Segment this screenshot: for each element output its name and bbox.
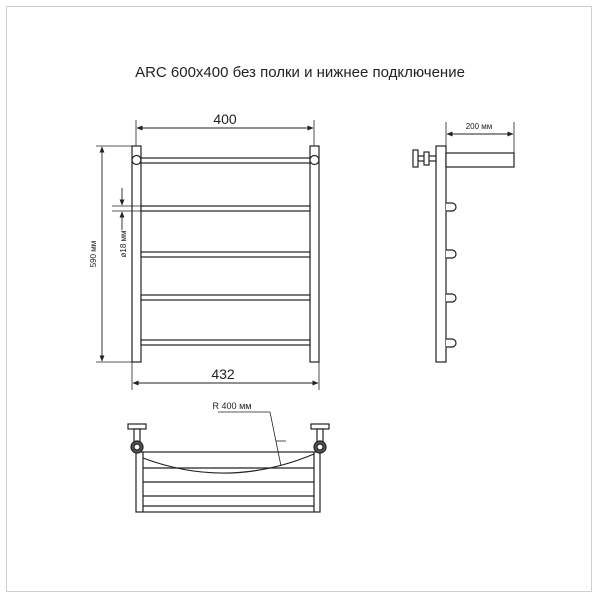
dim-400-label: 400 <box>213 111 237 127</box>
dim-432-label: 432 <box>211 366 235 382</box>
crossbar-2 <box>141 206 310 211</box>
bottom-right-mount-plate <box>311 424 329 429</box>
right-rail <box>310 146 319 362</box>
side-mount-nut <box>424 152 429 165</box>
bottom-left-mount-plate <box>128 424 146 429</box>
side-bar-end-1 <box>446 203 456 211</box>
side-view <box>413 146 514 362</box>
dim-200-label: 200 мм <box>465 122 493 131</box>
side-rail <box>436 146 446 362</box>
dim-590-label: 590 мм <box>89 240 98 268</box>
side-bar-end-3 <box>446 294 456 302</box>
radius-label: R 400 мм <box>212 401 252 411</box>
front-view <box>132 146 319 362</box>
dim-tube-label: ø18 мм <box>119 230 128 258</box>
crossbar-3 <box>141 252 310 257</box>
side-shelf <box>446 153 514 167</box>
crossbar-4 <box>141 295 310 300</box>
right-top-cap <box>310 156 319 165</box>
side-bar-end-4 <box>446 339 456 347</box>
bottom-view <box>128 424 329 512</box>
page-title: ARC 600x400 без полки и нижнее подключение <box>135 64 465 81</box>
side-mount-plate <box>413 150 418 167</box>
crossbar-1 <box>141 158 310 163</box>
left-top-cap <box>132 156 141 165</box>
left-rail <box>132 146 141 362</box>
crossbar-5 <box>141 340 310 345</box>
side-bar-end-2 <box>446 250 456 258</box>
